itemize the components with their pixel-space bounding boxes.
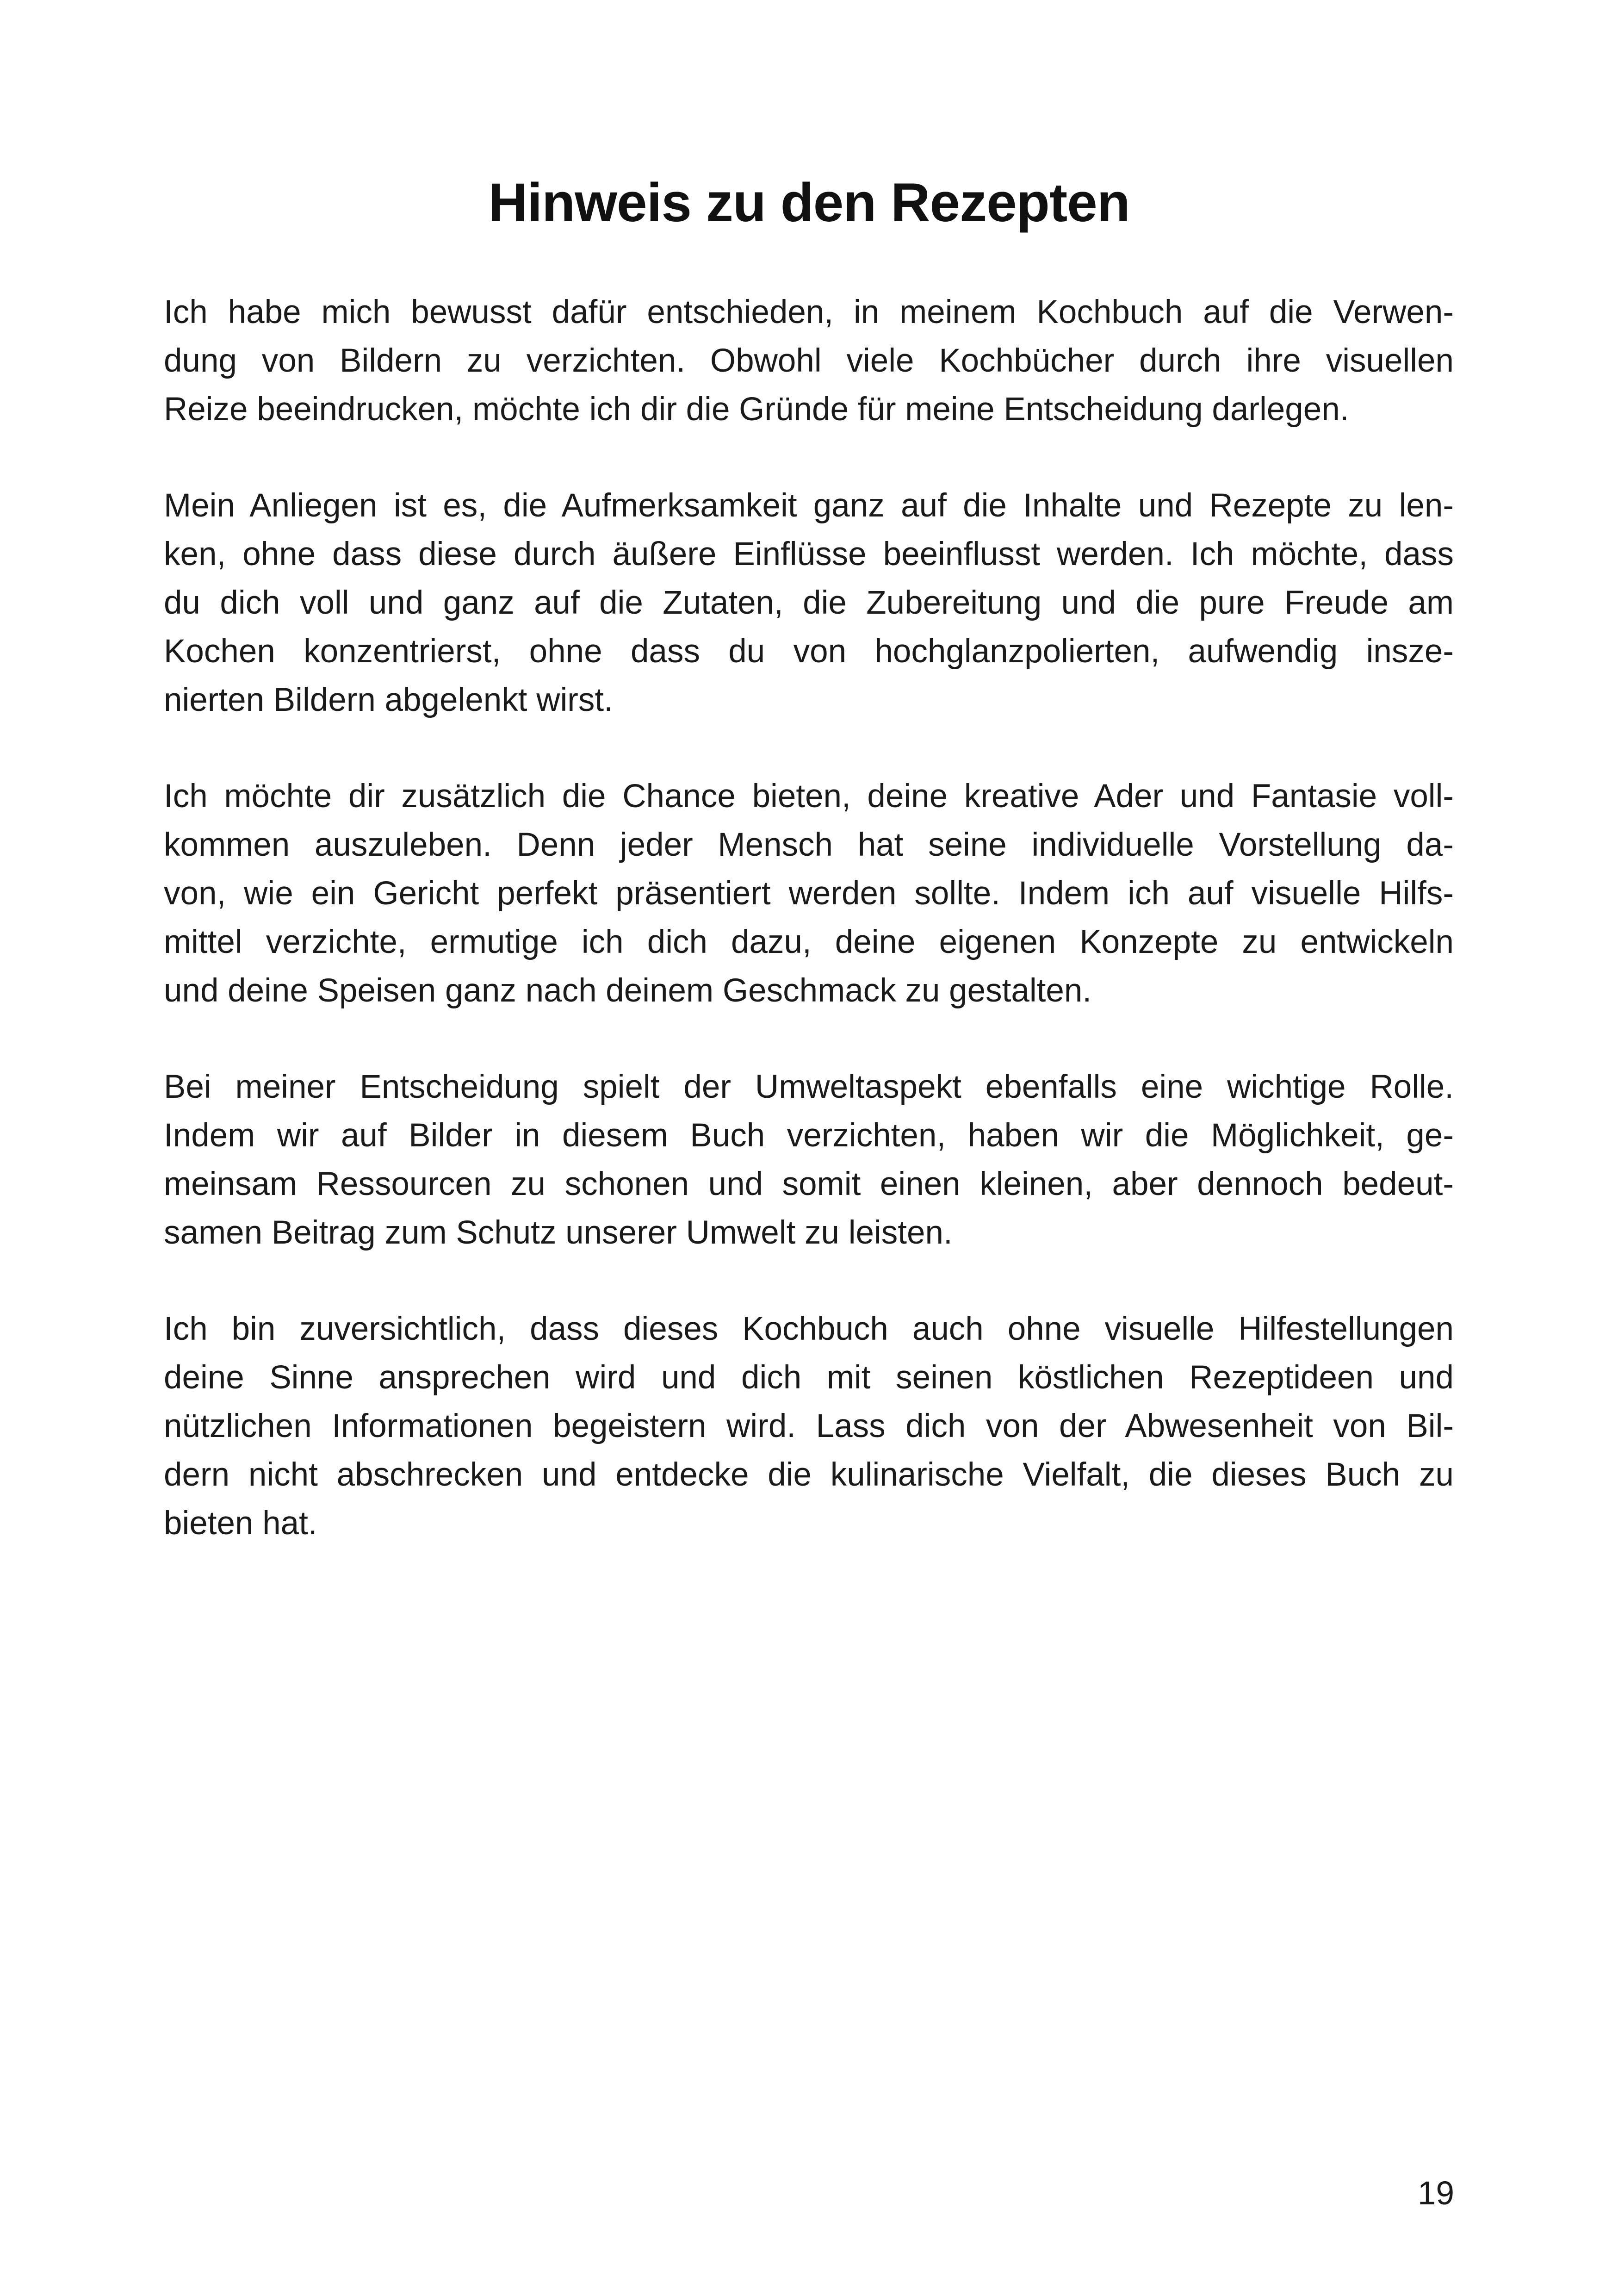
text-line: Mein Anliegen ist es, die Aufmerksamkeit ganz auf die Inhalte und Rezepte zu len-	[164, 487, 1454, 524]
paragraph	[164, 481, 1454, 724]
text-line: mittel verzichte, ermutige ich dich dazu, deine eigenen Konzepte zu entwickeln	[164, 924, 1454, 960]
text-line: ken, ohne dass diese durch äußere Einflüsse beeinflusst werden. Ich möchte, dass	[164, 536, 1454, 572]
text-line: Bei meiner Entscheidung spielt der Umweltaspekt ebenfalls eine wichtige Rolle.	[164, 1069, 1454, 1105]
text-line: von, wie ein Gericht perfekt präsentiert werden sollte. Indem ich auf visuelle Hilfs-	[164, 875, 1454, 912]
text-line: kommen auszuleben. Denn jeder Mensch hat seine individuelle Vorstellung da-	[164, 827, 1454, 863]
text-line: nützlichen Informationen begeistern wird. Lass dich von der Abwesenheit von Bil-	[164, 1408, 1454, 1444]
text-line: Reize beeindrucken, möchte ich dir die Gründe für meine Entscheidung darlegen.	[164, 391, 1349, 428]
text-line: Ich habe mich bewusst dafür entschieden, in meinem Kochbuch auf die Verwen-	[164, 294, 1454, 330]
text-line: meinsam Ressourcen zu schonen und somit einen kleinen, aber dennoch bedeut-	[164, 1166, 1454, 1202]
text-line: dern nicht abschrecken und entdecke die kulinarische Vielfalt, die dieses Buch zu	[164, 1456, 1454, 1493]
body-text	[164, 288, 1454, 1548]
text-line: und deine Speisen ganz nach deinem Geschmack zu gestalten.	[164, 972, 1092, 1009]
paragraph	[164, 288, 1454, 434]
page-number: 19	[1418, 2175, 1454, 2212]
text-line: nierten Bildern abgelenkt wirst.	[164, 682, 613, 718]
text-line: Indem wir auf Bilder in diesem Buch verzichten, haben wir die Möglichkeit, ge-	[164, 1117, 1454, 1154]
text-line: bieten hat.	[164, 1505, 317, 1542]
text-line: Ich bin zuversichtlich, dass dieses Kochbuch auch ohne visuelle Hilfestellungen	[164, 1311, 1454, 1347]
text-line: Ich möchte dir zusätzlich die Chance bieten, deine kreative Ader und Fantasie voll-	[164, 778, 1454, 815]
text-line: samen Beitrag zum Schutz unserer Umwelt zu leisten.	[164, 1214, 953, 1251]
text-line: deine Sinne ansprechen wird und dich mit seinen köstlichen Rezeptideen und	[164, 1359, 1454, 1396]
text-line: du dich voll und ganz auf die Zutaten, die Zubereitung und die pure Freude am	[164, 585, 1454, 621]
text-line: Kochen konzentrierst, ohne dass du von hochglanzpolierten, aufwendig insze-	[164, 633, 1454, 670]
paragraph	[164, 772, 1454, 1015]
page-title: Hinweis zu den Rezepten	[488, 172, 1130, 233]
paragraph	[164, 1063, 1454, 1257]
text-line: dung von Bildern zu verzichten. Obwohl viele Kochbücher durch ihre visuellen	[164, 342, 1454, 379]
paragraph	[164, 1305, 1454, 1548]
